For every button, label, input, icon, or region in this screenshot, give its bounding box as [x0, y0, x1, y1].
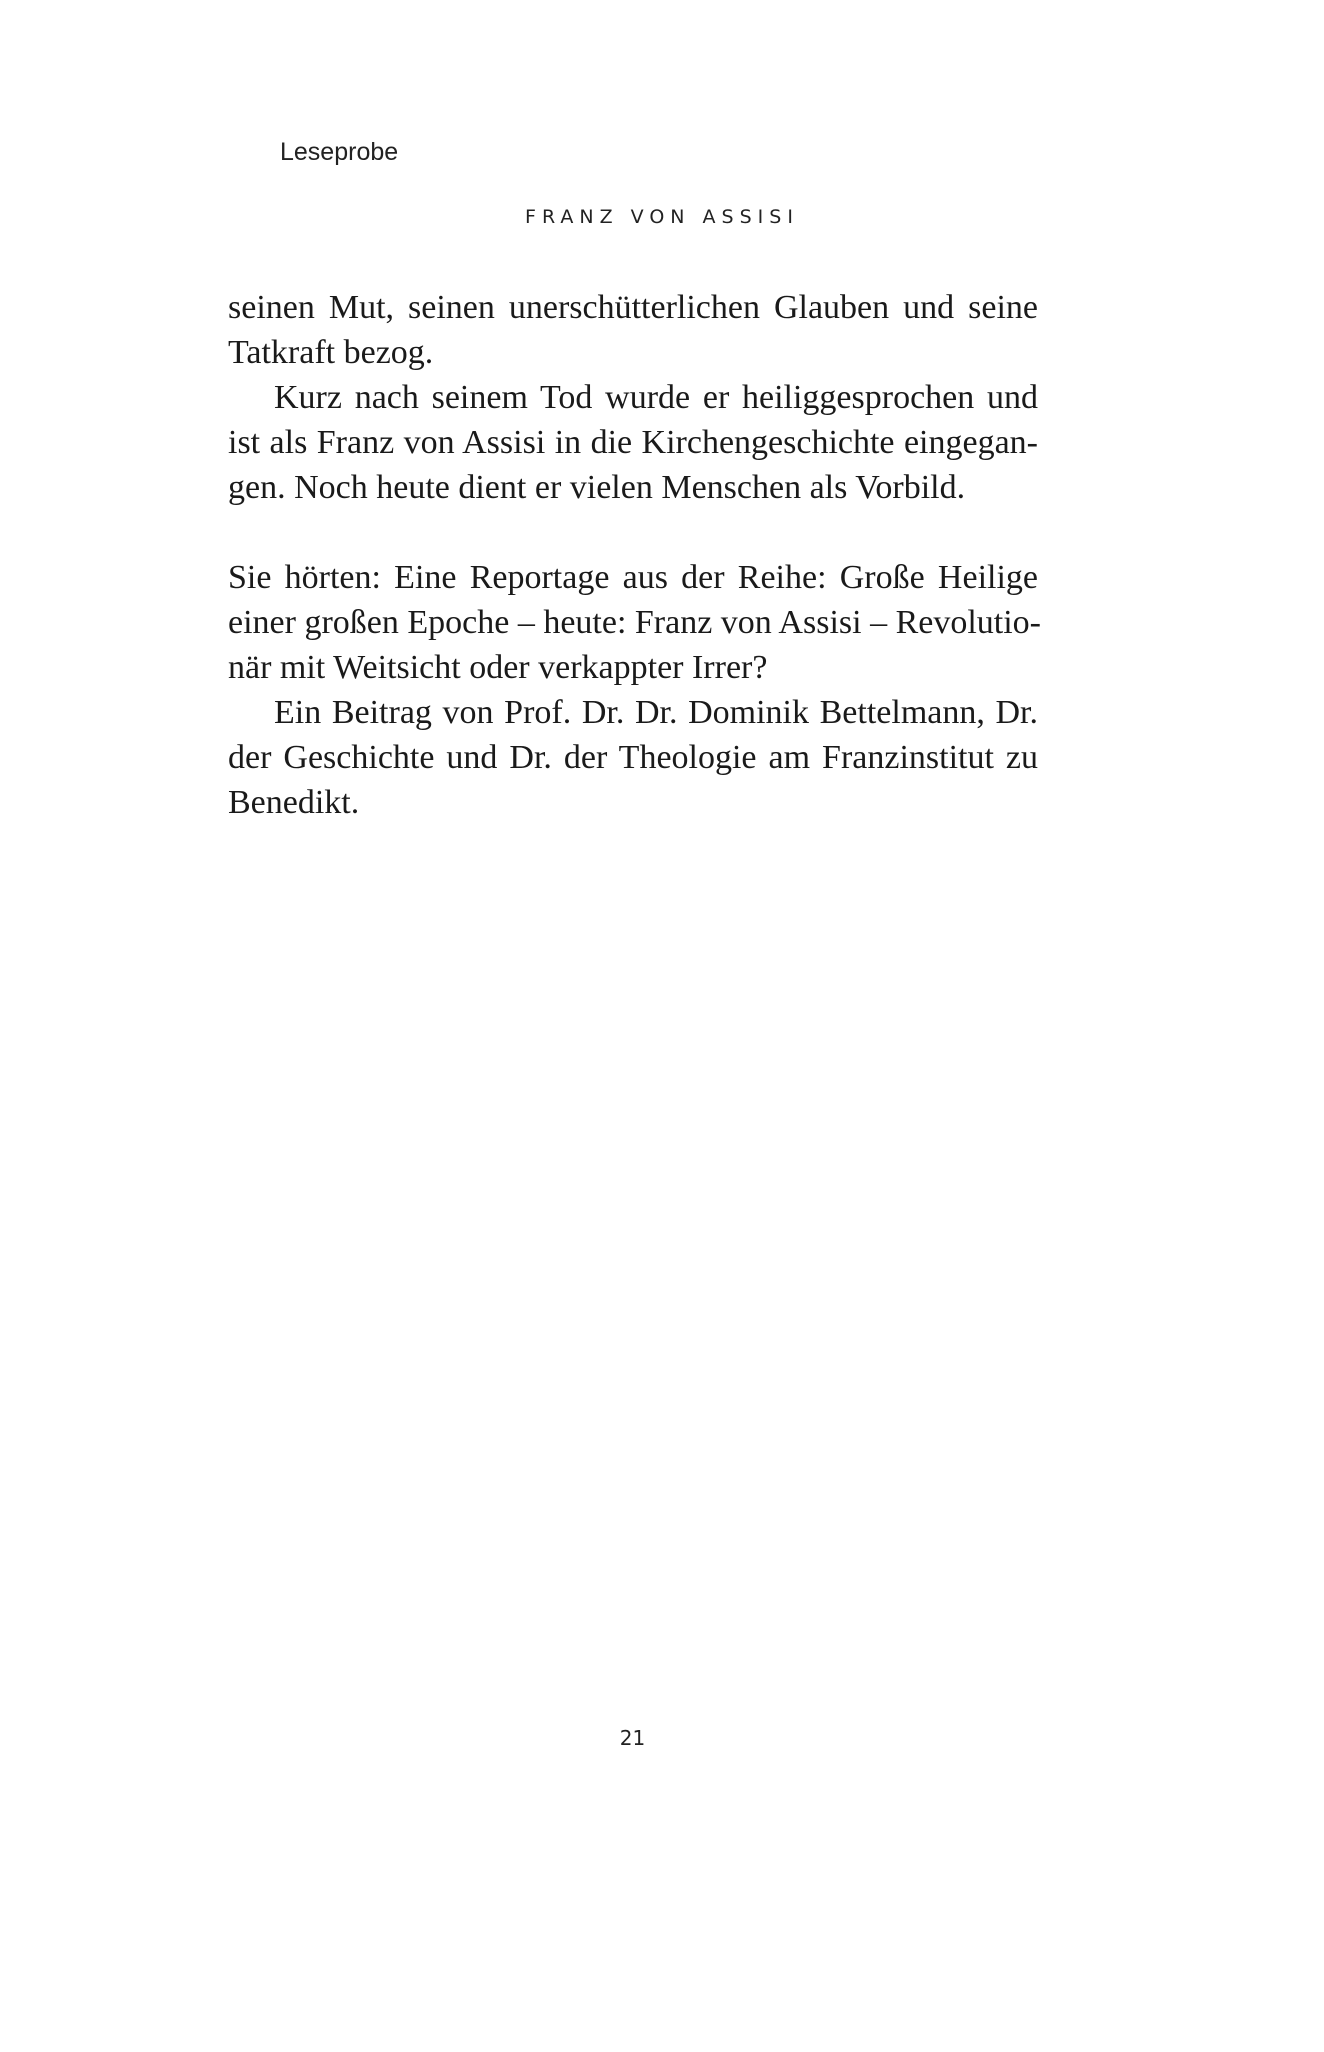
text-line: einer großen Epoche – heute: Franz von Assisi – Revolutio-	[228, 604, 1041, 641]
text-line: der Geschichte und Dr. der Theologie am Franzinstitut zu	[228, 739, 1038, 776]
text-line: Tatkraft bezog.	[228, 334, 434, 371]
body-text	[228, 285, 1041, 825]
paragraph	[228, 285, 1038, 375]
text-line: Kurz nach seinem Tod wurde er heiliggesprochen und	[274, 379, 1038, 416]
paragraph	[228, 375, 1038, 510]
section-break	[228, 510, 1038, 555]
text-line: Ein Beitrag von Prof. Dr. Dr. Dominik Bettelmann, Dr.	[274, 694, 1038, 731]
text-line: seinen Mut, seinen unerschütterlichen Glauben und seine	[228, 289, 1038, 326]
text-line: gen. Noch heute dient er vielen Menschen als Vorbild.	[228, 469, 966, 506]
text-line: när mit Weitsicht oder verkappter Irrer?	[228, 649, 768, 686]
leseprobe-watermark: Leseprobe	[280, 138, 399, 166]
paragraph	[228, 690, 1038, 825]
text-line: ist als Franz von Assisi in die Kirchengeschichte eingegan-	[228, 424, 1038, 461]
paragraph	[228, 555, 1041, 690]
text-line: Benedikt.	[228, 784, 360, 821]
running-head: FRANZ VON ASSISI	[525, 206, 799, 228]
page-number: 21	[619, 1726, 646, 1750]
text-line: Sie hörten: Eine Reportage aus der Reihe: Große Heilige	[228, 559, 1038, 596]
